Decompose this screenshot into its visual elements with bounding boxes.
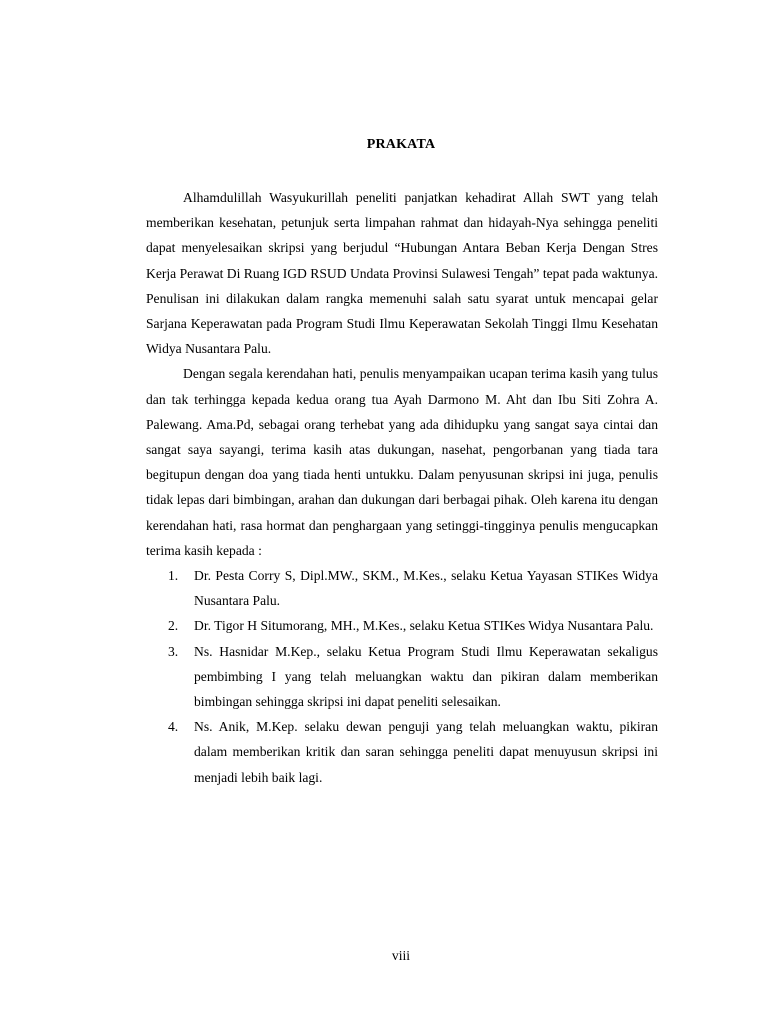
acknowledgement-list — [146, 563, 658, 790]
list-item-text: Ns. Hasnidar M.Kep., selaku Ketua Program Studi Ilmu Keperawatan sekaligus pembimbing I yang telah meluangkan waktu dan pikiran dalam memberikan bimbingan sehingga skripsi ini dapat peneliti selesaikan. — [194, 643, 658, 710]
list-item — [146, 613, 658, 638]
list-number: 3. — [168, 643, 179, 659]
list-number: 2. — [168, 618, 179, 634]
list-number: 4. — [168, 719, 179, 735]
page-number: viii — [391, 948, 411, 963]
list-item-text: Ns. Anik, M.Kep. selaku dewan penguji yang telah meluangkan waktu, pikiran dalam memberikan kritik dan saran sehingga peneliti dapat menuyusun skripsi ini menjadi lebih baik lagi. — [194, 719, 658, 785]
list-item-text: Dr. Pesta Corry S, Dipl.MW., SKM., M.Kes., selaku Ketua Yayasan STIKes Widya Nusantara Palu. — [194, 568, 658, 609]
page-title: PRAKATA — [366, 137, 436, 152]
paragraph: Dengan segala kerendahan hati, penulis menyampaikan ucapan terima kasih yang tulus dan tak terhingga kepada kedua orang tua Ayah Darmono M. Aht dan Ibu Siti Zohra A. Palewang. Ama.Pd, sebagai orang terhebat yang ada dihidupku yang sangat saya cintai dan sangat saya sayangi, terima kasih atas dukungan, nasehat, pengorbanan yang tiada tara begitupun dengan doa yang tiada henti untukku. Dalam penyusunan skripsi ini juga, penulis tidak lepas dari bimbingan, arahan dan dukungan dari berbagai pihak. Oleh karena itu dengan kerendahan hati, rasa hormat dan penghargaan yang setinggi-tingginya penulis mengucapkan terima kasih kepada : — [146, 366, 658, 558]
document-body — [146, 185, 658, 790]
list-number: 1. — [168, 568, 179, 584]
paragraph: Alhamdulillah Wasyukurillah peneliti panjatkan kehadirat Allah SWT yang telah memberikan kesehatan, petunjuk serta limpahan rahmat dan hidayah-Nya sehingga peneliti dapat menyelesaikan skripsi yang berjudul “Hubungan Antara Beban Kerja Dengan Stres Kerja Perawat Di Ruang IGD RSUD Undata Provinsi Sulawesi Tengah” tepat pada waktunya. Penulisan ini dilakukan dalam rangka memenuhi salah satu syarat untuk mencapai gelar Sarjana Keperawatan pada Program Studi Ilmu Keperawatan Sekolah Tinggi Ilmu Kesehatan Widya Nusantara Palu. — [146, 190, 658, 357]
list-item — [146, 563, 658, 613]
list-item — [146, 714, 658, 790]
list-item — [146, 639, 658, 715]
list-item-text: Dr. Tigor H Situmorang, MH., M.Kes., selaku Ketua STIKes Widya Nusantara Palu. — [194, 618, 654, 634]
